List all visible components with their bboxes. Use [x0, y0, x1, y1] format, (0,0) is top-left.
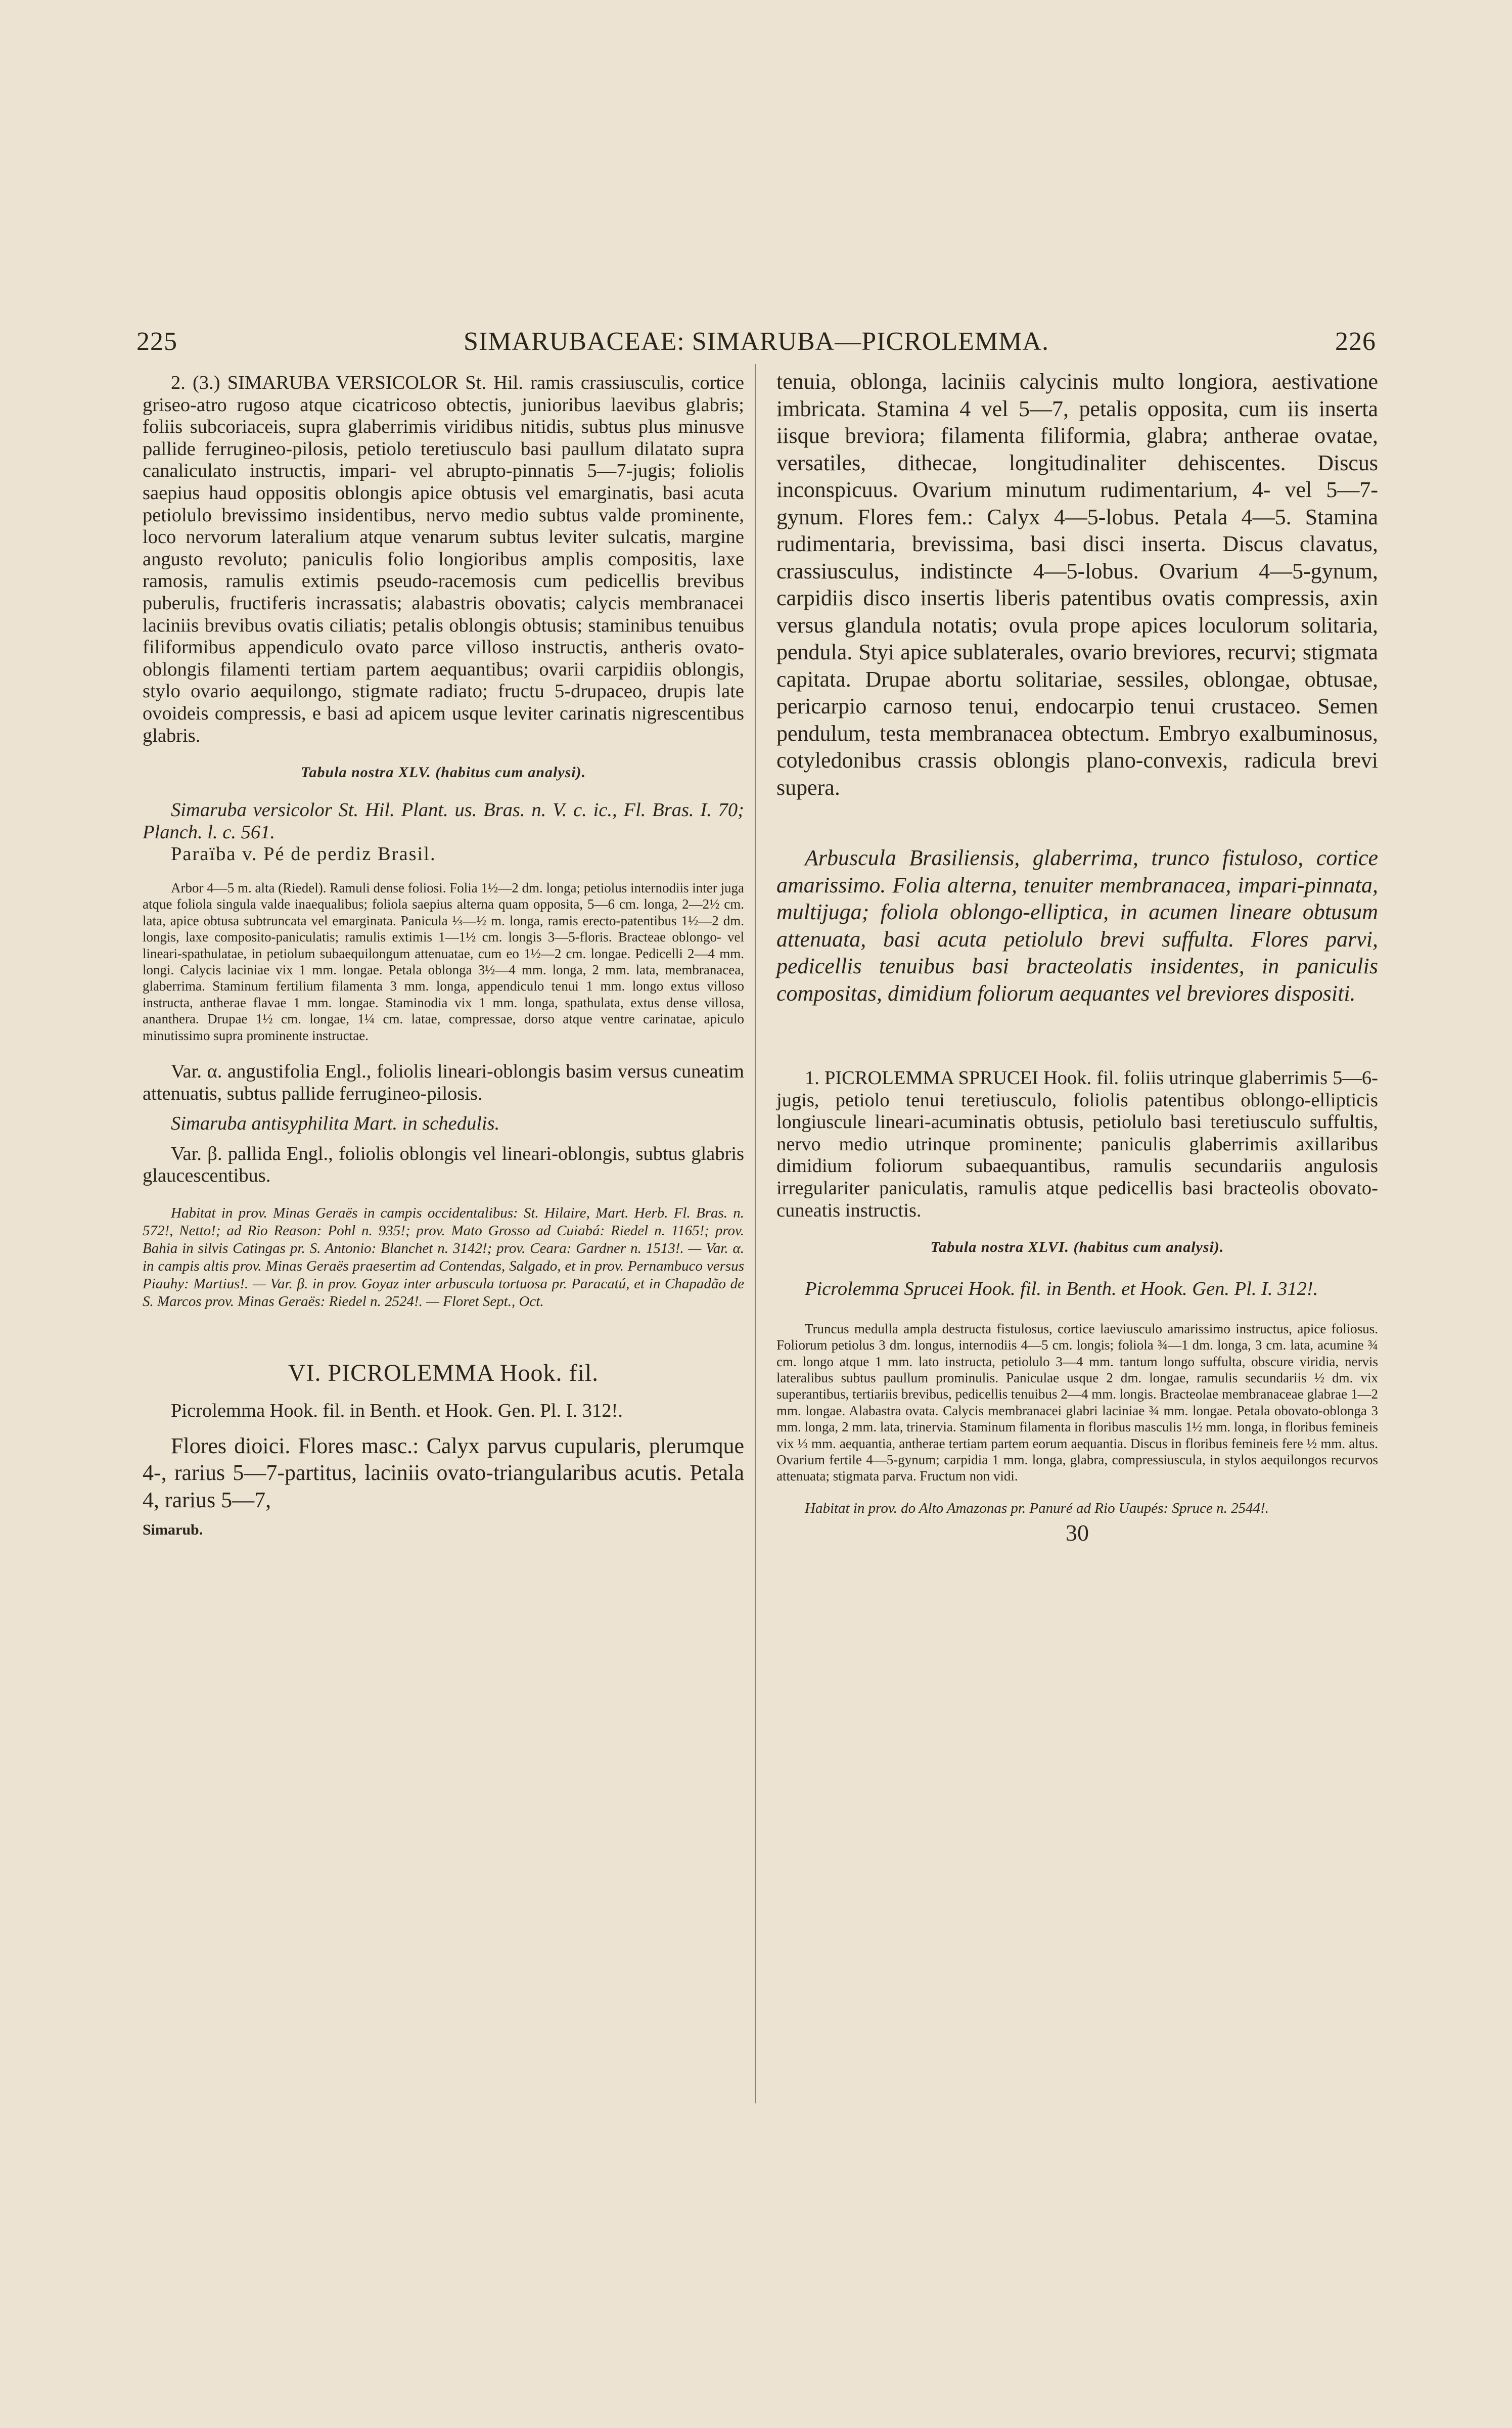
signature-mark: Simarub. — [143, 1521, 203, 1538]
detailed-description: Arbor 4—5 m. alta (Riedel). Ramuli dense foliosi. Folia 1½—2 dm. longa; petiolus internodiis inter juga atque foliola singula valde inaequalibus; foliola saepius alterna quam opposita, 5—6 cm. longa, 2—2½ cm. lata, apice obtusa subtruncata vel emarginata. Panicula ⅓—½ m. longa, ramis erecto-patentibus 1½—2 dm. longis, laxe composito-paniculatis; ramulis extimis 1—1½ cm. longis 3—5-floris. Bracteae oblongo- vel lineari-spathulatae, in petiolum subaequilongum attenuatae, cum eo 1½—2 cm. longae. Pedicelli 2—4 mm. longi. Calycis laciniae vix 1 mm. longae. Petala oblonga 3½—4 mm. longa, 2 mm. lata, membranacea, glaberrima. Staminum fertilium filamenta 3 mm. longa, appendiculo tenui 1 mm. longo extus villoso instructa, antherae flavae 1 mm. longae. Staminodia vix 1 mm. longa, spathulata, extus dense villosa, anantherа. Drupae 1½ cm. longae, 1¼ cm. latae, compressae, dorso atque ventre carinatae, apiculo minutissimo supra prominente instructae. — [143, 880, 744, 1043]
species-description-simaruba-versicolor: 2. (3.) SIMARUBA VERSICOLOR St. Hil. ramis crassiusculis, cortice griseo-atro rugoso atque cicatricoso obtectis, junioribus laevibus glabris; foliis subcoriaceis, supra glaberrimis viridibus nitidis, subtus plus minusve pallide ferrugineo-pilosis, petiolo teretiusculo basi paullum dilatato supra canaliculato instructis, impari- vel abrupto-pinnatis 5—7-jugis; foliolis saepius haud oppositis oblongis apice obtusis vel emarginatis, basi acuta petiolulo brevissimo insidentibus, nervo medio subtus valde prominente, loco nervorum lateralium atque venarum subtus leviter sulcatis, margine angusto revoluto; paniculis folio longioribus amplis compositis, laxe ramosis, ramulis extimis pseudo-racemosis cum pedicellis brevibus puberulis, fructiferis incrassatis; alabastris obovatis; calycis membranacei laciniis brevibus ovatis ciliatis; petalis oblongis obtusis; staminibus tenuibus filiformibus appendiculo ovato parce villoso instructis, antheris ovato-oblongis filamenti tertiam partem aequantibus; ovarii carpidiis oblongis, stylo ovario aequilongo, stigmate radiato; fructu 5-drupaceo, drupis late ovoideis compressis, e basi ad apicem usque leviter carinatis nigrescentibus glabris. — [143, 372, 744, 746]
tabula-reference: Tabula nostra XLV. (habitus cum analysi). — [300, 764, 586, 781]
page-number-left: 225 — [136, 327, 177, 356]
species-synonym: Picrolemma Sprucei Hook. fil. in Benth. et Hook. Gen. Pl. I. 312!. — [805, 1278, 1318, 1300]
synonym-citation: Simaruba versicolor St. Hil. Plant. us. Bras. n. V. c. ic., Fl. Bras. I. 70; Planch. l. c. 561. — [143, 799, 744, 843]
habitat: Habitat in prov. Minas Geraës in campis occidentalibus: St. Hilaire, Mart. Herb. Fl. Bras. n. 572!, Netto!; ad Rio Reason: Pohl n. 935!; prov. Mato Grosso ad Cuiabá: Riedel n. 1165!; prov. Bahia in silvis Catingas pr. S. Antonio: Blanchet n. 3142!; prov. Ceara: Gardner n. 1513!. — Var. α. in campis altis prov. Minas Geraës praesertim ad Contendas, Salgado, et in prov. Pernambuco versus Piauhy: Martius!. — Var. β. in prov. Goyaz inter arbuscula tortuosa pr. Paracatú, et in Chapadão de S. Marcos prov. Minas Geraës: Riedel n. 2524!. — Floret Sept., Oct. — [143, 1204, 744, 1310]
variety-alpha-synonym: Simaruba antisyphilita Mart. in schedulis. — [171, 1113, 500, 1135]
genus-diagnosis: Arbuscula Brasiliensis, glaberrima, trunco fistuloso, cortice amarissimo. Folia alterna, tenuiter membranacea, impari-pinnata, multijuga; foliola oblongo-elliptica, in acumen lineare obtusum attenuata, basi acuta petiolulo brevi suffulta. Flores parvi, pedicellis tenuibus basi bracteolatis insidentes, in paniculis compositas, dimidium foliorum aequantes vel breviores dispositi. — [776, 845, 1378, 1006]
running-title: SIMARUBACEAE: SIMARUBA—PICROLEMMA. — [464, 327, 1049, 356]
sheet-number: 30 — [1066, 1519, 1089, 1546]
genus-synonym: Picrolemma Hook. fil. in Benth. et Hook. Gen. Pl. I. 312!. — [171, 1400, 623, 1421]
left-column — [143, 364, 744, 1539]
species-description-picrolemma-sprucei: 1. PICROLEMMA SPRUCEI Hook. fil. foliis utrinque glaberrimis 5—6-jugis, petiolo tenui teretiusculo, foliolis patentibus oblongo-ellipticis longiuscule lineari-acuminatis obtusis, petiolulo basi teretiusculo suffultis, nervo medio utrinque prominente; paniculis glaberrimis axillaribus dimidium foliorum subaequantibus, ramulis secundariis angulosis irregulariter paniculatis, ramulis atque pedicellis basi bracteolis obovato-cuneatis instructis. — [776, 1067, 1378, 1221]
variety-alpha: Var. α. angustifolia Engl., foliolis lineari-oblongis basim versus cuneatim attenuatis, subtus pallide ferrugineo-pilosis. — [143, 1060, 744, 1104]
species-detailed-description: Truncus medulla ampla destructa fistulosus, cortice laeviusculo amarissimo instructus, apice foliosus. Foliorum petiolus 3 dm. longus, internodiis 4—5 cm. longis; foliola ¾—1 dm. longa, 3 cm. lata, acumine ¾ cm. longo atque 1 mm. lato instructa, petiolulo 3—4 mm. tantum longo suffulta, obscure viridia, nervis lateralibus subtus paullum prominulis. Paniculae usque 2 dm. longae, ramulis secundariis ½ dm. vix superantibus, tertiariis brevibus, pedicellis tenuibus 2—4 mm. longis. Bracteolae membranaceae glabrae 1—2 mm. longae. Alabastra ovata. Calycis membranacei glabri laciniae ¾ mm. longae. Petala obovato-oblonga 3 mm. longa, 2 mm. lata, trinervia. Staminum filamenta in floribus masculis 1½ mm. longa, in floribus femineis vix ⅓ mm. aequantia, antherae tertiam partem eorum aequantia. Discus in floribus femineis fere ½ mm. altus. Ovarium fertile 4—5-gynum; carpidia 1 mm. longa, glabra, compressiuscula, in stylos aequilongos recurvos attenuata; stigmata parva. Fructum non vidi. — [776, 1321, 1378, 1484]
column-divider — [755, 364, 756, 2103]
species-habitat: Habitat in prov. do Alto Amazonas pr. Panuré ad Rio Uaupés: Spruce n. 2544!. — [805, 1500, 1269, 1516]
genus-character-flores: Flores dioici. Flores masc.: Calyx parvus cupularis, plerumque 4-, rarius 5—7-partitus, laciniis ovato-triangularibus acutis. Petala 4, rarius 5—7, — [143, 1433, 744, 1512]
right-column — [776, 364, 1378, 1546]
page-number-right: 226 — [1335, 327, 1376, 356]
variety-beta: Var. β. pallida Engl., foliolis oblongis vel lineari-oblongis, subtus glabris glaucescentibus. — [143, 1143, 744, 1187]
genus-heading: VI. PICROLEMMA Hook. fil. — [288, 1359, 599, 1386]
genus-character-continued: tenuia, oblonga, laciniis calycinis multo longiora, aestivatione imbricata. Stamina 4 vel 5—7, petalis opposita, cum iis inserta iisque breviora; filamenta filiformia, glabra; antherae ovatae, versatiles, dithecae, longitudinaliter dehiscentes. Discus inconspicuus. Ovarium minutum rudimentarium, 4- vel 5—7-gynum. Flores fem.: Calyx 4—5-lobus. Petala 4—5. Stamina rudimentaria, brevissima, basi disci inserta. Discus clavatus, crassiusculus, indistincte 4—5-lobus. Ovarium 4—5-gynum, carpidiis disco insertis liberis patentibus ovatis compressis, axin versus glandula notatis; ovula prope apices loculorum solitaria, pendula. Styi apice sublaterales, ovario breviores, recurvi; stigmata capitata. Drupae abortu solitariae, sessiles, oblongae, obtusae, pericarpio carnoso tenui, endocarpio tenui crustaceo. Semen pendulum, testa membranacea obtectum. Embryo exalbuminosus, cotyledonibus crassis oblongis plano-convexis, radicula brevi supera. — [776, 369, 1378, 800]
tabula-reference-right: Tabula nostra XLVI. (habitus cum analysi). — [930, 1239, 1224, 1256]
vernacular-names: Paraïba v. Pé de perdiz Brasil. — [171, 843, 436, 865]
